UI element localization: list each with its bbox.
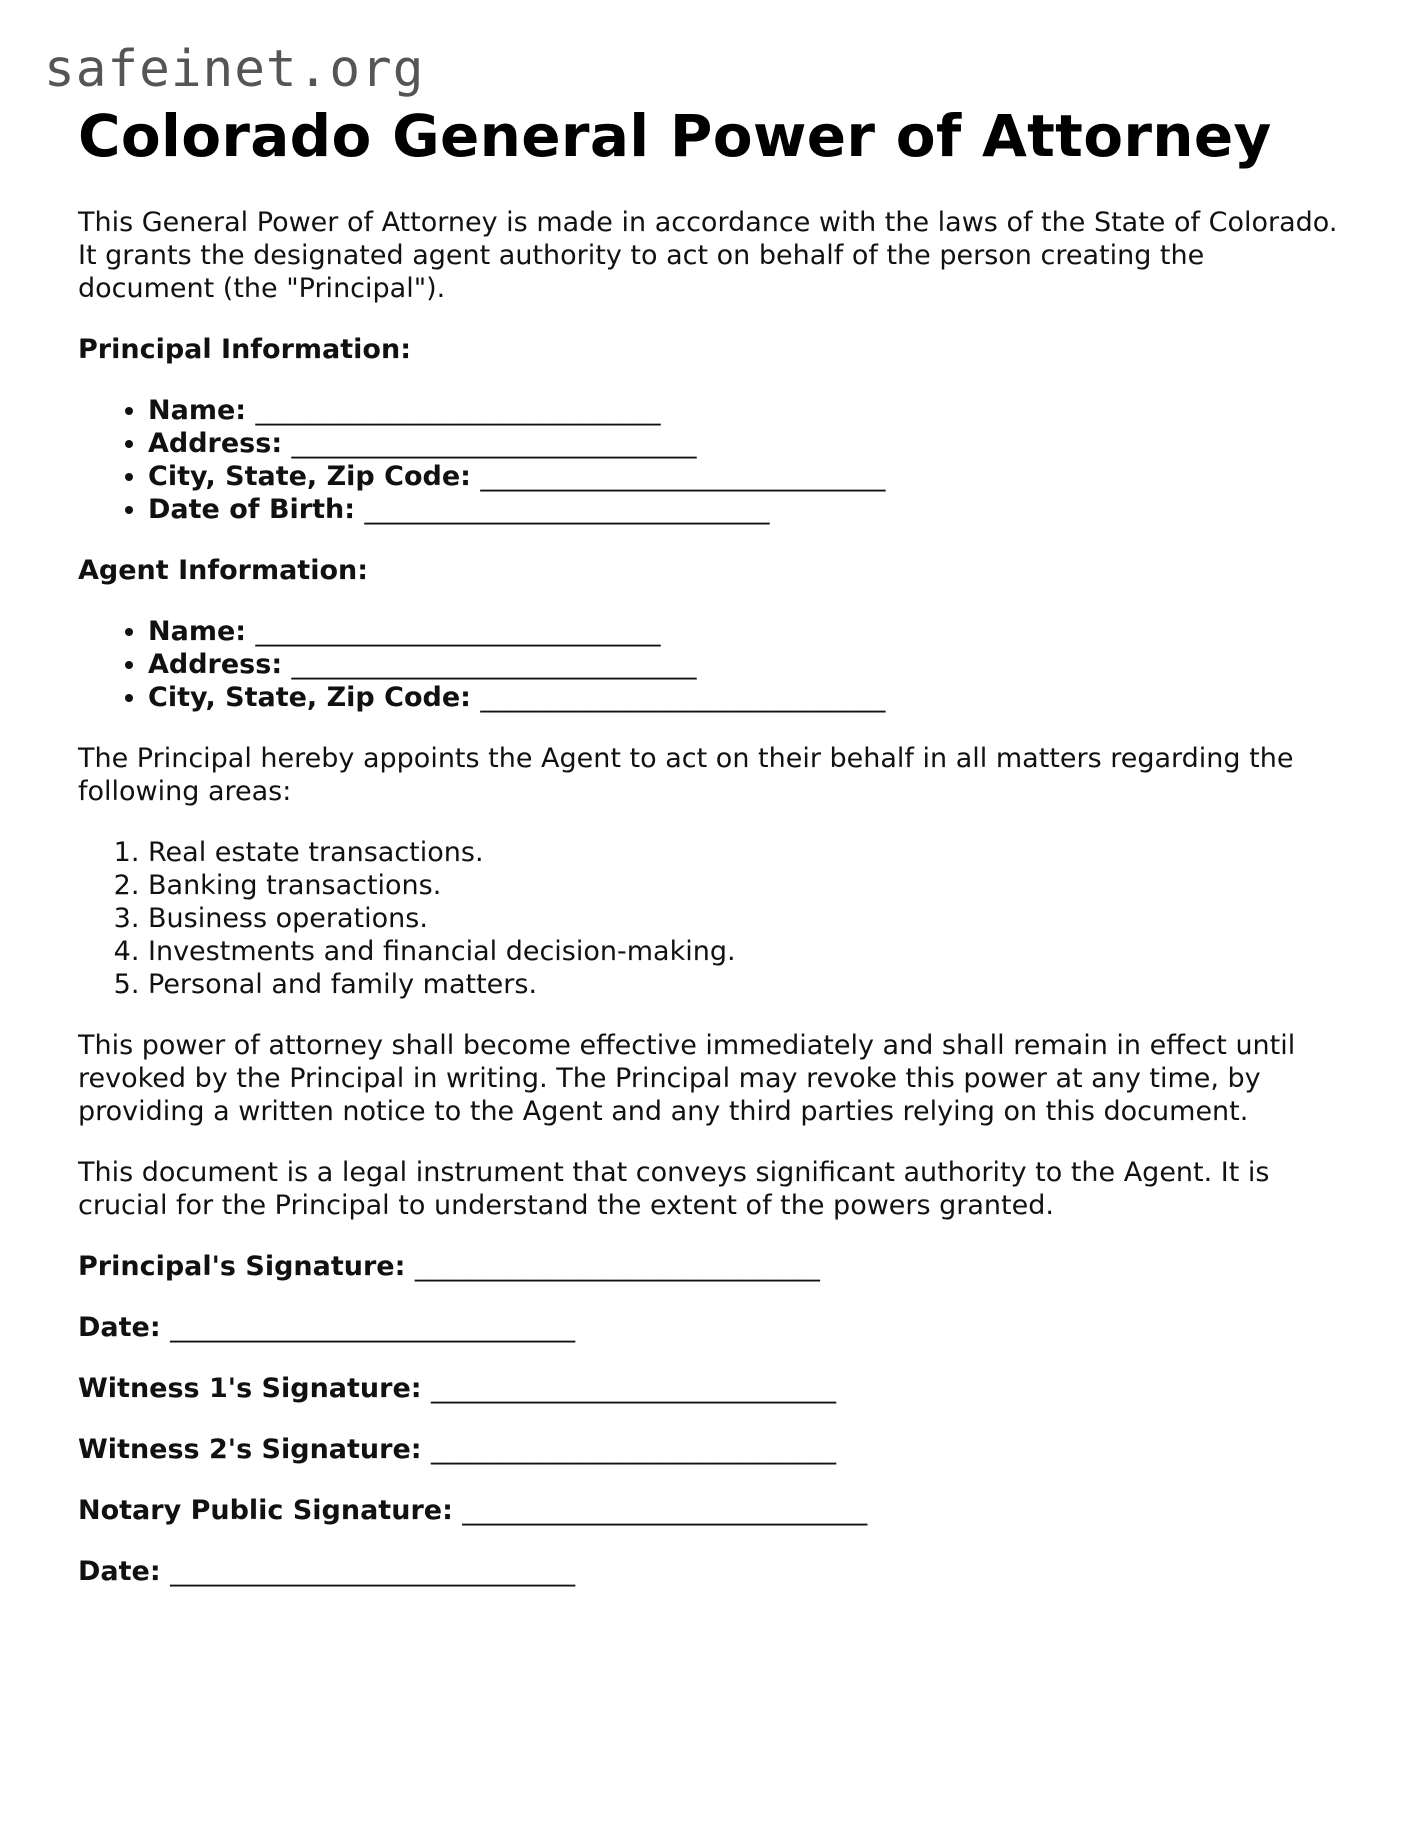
area-item: 5. Personal and family matters. [148, 968, 1348, 1001]
notary-date-line[interactable]: Date: ______________________________ [78, 1556, 576, 1587]
agent-city-field[interactable]: • City, State, Zip Code: ______________________________ [148, 681, 1348, 714]
witness-1-signature-line[interactable]: Witness 1's Signature: ______________________________ [78, 1373, 836, 1404]
principal-signature-line[interactable]: Principal's Signature: ______________________________ [78, 1251, 820, 1282]
principal-fields [78, 394, 1348, 526]
witness-2-signature-line[interactable]: Witness 2's Signature: ______________________________ [78, 1434, 836, 1465]
principal-heading: Principal Information: [78, 334, 412, 365]
principal-date-line[interactable]: Date: ______________________________ [78, 1312, 576, 1343]
page-title: Colorado General Power of Attorney [78, 102, 1272, 170]
effective-paragraph: This power of attorney shall become effective immediately and shall remain in effect until revoked by the Principal in writing. The Principal may revoke this power at any time, by providing a written notice to the Agent and any third parties relying on this document. [78, 1030, 1296, 1127]
area-item: 4. Investments and financial decision-making. [148, 935, 1348, 968]
agent-address-field[interactable]: • Address: ______________________________ [148, 648, 1348, 681]
appointment-paragraph: The Principal hereby appoints the Agent to act on their behalf in all matters regarding the following areas: [78, 743, 1294, 807]
principal-city-field[interactable]: • City, State, Zip Code: ______________________________ [148, 460, 1348, 493]
area-item: 3. Business operations. [148, 902, 1348, 935]
agent-fields [78, 615, 1348, 714]
agent-name-field[interactable]: • Name: ______________________________ [148, 615, 1348, 648]
principal-address-field[interactable]: • Address: ______________________________ [148, 427, 1348, 460]
legal-note-paragraph: This document is a legal instrument that conveys significant authority to the Agent. It is crucial for the Principal to understand the extent of the powers granted. [78, 1157, 1270, 1221]
areas-list [78, 836, 1348, 1001]
watermark-logo: safeinet.org [44, 40, 425, 99]
notary-signature-line[interactable]: Notary Public Signature: ______________________________ [78, 1495, 868, 1526]
document-page [78, 102, 1348, 1588]
agent-heading: Agent Information: [78, 555, 369, 586]
area-item: 1. Real estate transactions. [148, 836, 1348, 869]
principal-dob-field[interactable]: • Date of Birth: ______________________________ [148, 493, 1348, 526]
area-item: 2. Banking transactions. [148, 869, 1348, 902]
principal-name-field[interactable]: • Name: ______________________________ [148, 394, 1348, 427]
intro-paragraph: This General Power of Attorney is made in accordance with the laws of the State of Colorado. It grants the designated agent authority to act on behalf of the person creating the document (the "Principal"). [78, 207, 1338, 304]
